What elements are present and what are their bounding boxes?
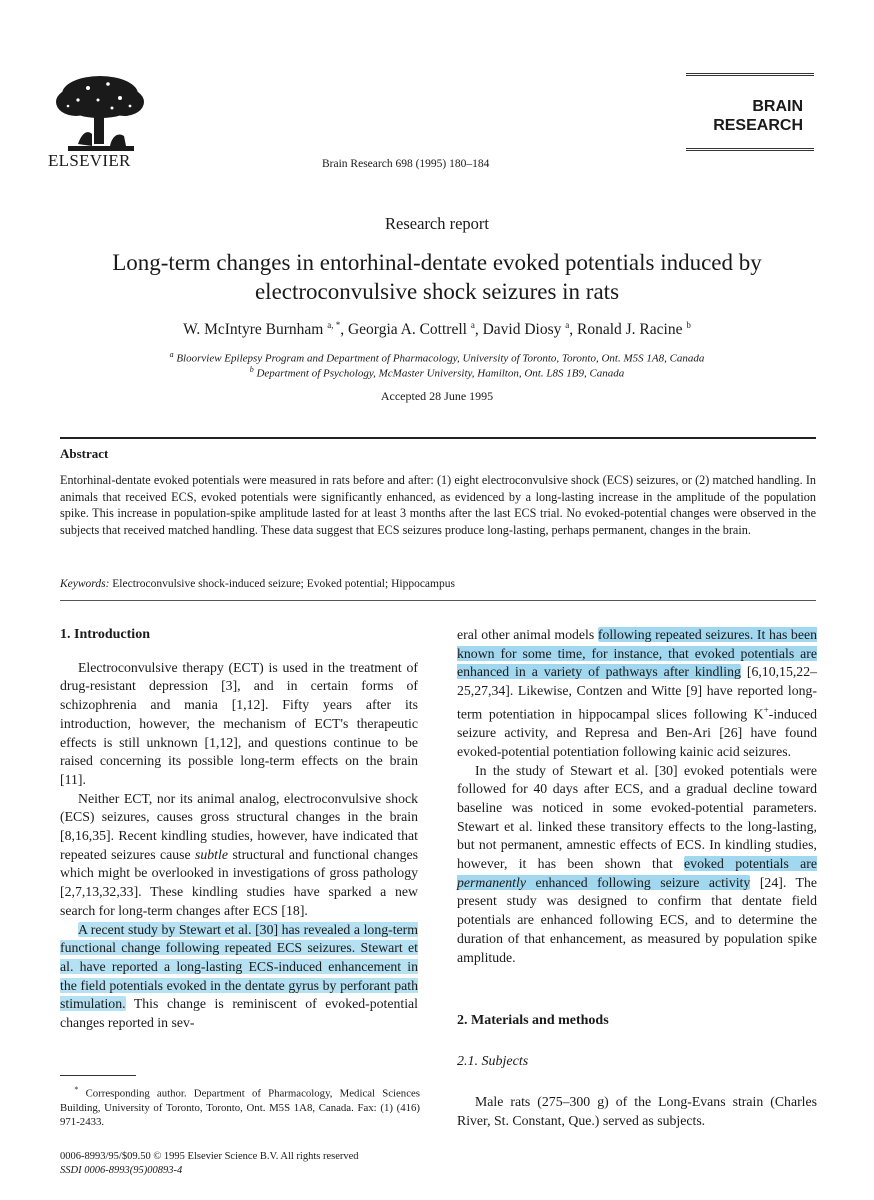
footnote-mark: *	[74, 1085, 79, 1094]
paragraph: Electroconvulsive therapy (ECT) is used in the treatment of drug-resistant depression [3], and in certain forms of schizophrenia and mania [1,12]. Fifty years after its introduction, however, the mechanism of ECT's therapeutic effects is still unknown [1,12], and questions continue to be raised concerning its possible long-term effects on the brain [11].	[60, 659, 418, 787]
copyright-line: 0006-8993/95/$09.50 © 1995 Elsevier Science B.V. All rights reserved	[60, 1151, 359, 1162]
journal-citation: Brain Research 698 (1995) 180–184	[322, 158, 490, 170]
section-heading-methods: 2. Materials and methods	[457, 1013, 609, 1028]
section-heading-introduction: 1. Introduction	[60, 627, 150, 642]
article-type: Research report	[385, 214, 489, 233]
methods-section	[457, 1012, 817, 1131]
subsection-heading-subjects: 2.1. Subjects	[457, 1053, 529, 1069]
right-column	[457, 626, 817, 967]
journal-name-line2: RESEARCH	[713, 117, 803, 134]
paragraph: eral other animal models following repeated seizures. It has been known for some time, for instance, that evoked potentials are enhanced in a variety of pathways after kindling [6,10,15,22–25,27,34]. Likewise, Contzen and Witte [9] have reported long-term potentiation in hippocampal slices following K+-induced seizure activity, and Represa and Ben-Ari [26] have found evoked-potential potentiation following kainic acid seizures.	[457, 627, 817, 759]
ssdi-line: SSDI 0006-8993(95)00893-4	[60, 1165, 183, 1176]
paragraph: A recent study by Stewart et al. [30] has revealed a long-term functional change following repeated ECS seizures. Stewart et al. have reported a long-lasting ECS-induced enhancement in the field potentials evoked in the dentate gyrus by perforant path stimulation. This change is reminiscent of evoked-potential changes reported in sev-	[60, 921, 418, 1031]
author-name: Ronald J. Racine	[577, 321, 683, 339]
abstract-text: Entorhinal-dentate evoked potentials were measured in rats before and after: (1) eight electroconvulsive shock (ECS) seizures, or (2) matched handling. In animals that received ECS, evoked potentials were significantly enhanced, as evidenced by a long-lasting increase in the amplitude of the population spike. This increase in population-spike amplitude lasted for at least 3 months after the last ECS trial. No evoked-potential changes were observed in the subjects that received matched handling. These data suggest that ECS seizures produce long-lasting, perhaps permanent, changes in the brain.	[60, 473, 816, 537]
journal-name	[686, 77, 814, 147]
affiliation-text: Bloorview Epilepsy Program and Department of Pharmacology, University of Toronto, Toronto, Ont. M5S 1A8, Canada	[176, 352, 705, 365]
affiliation-mark: a	[169, 350, 174, 359]
affiliation	[40, 350, 834, 365]
copyright	[60, 1150, 359, 1178]
affiliation-text: Department of Psychology, McMaster University, Hamilton, Ont. L8S 1B9, Canada	[256, 367, 625, 380]
article-title	[60, 248, 814, 306]
author-name: W. McIntyre Burnham	[183, 321, 324, 339]
author-affil-mark: b	[686, 320, 691, 330]
paragraph: Male rats (275–300 g) of the Long-Evans strain (Charles River, St. Constant, Que.) served as subjects.	[457, 1094, 817, 1129]
author-affil-mark: a	[565, 320, 570, 330]
highlighted-text: A recent study by Stewart et al. [30] has revealed a long-term functional change following repeated ECS seizures. Stewart et al. have reported a long-lasting ECS-induced enhancement in the field potentials evoked in the dentate gyrus by perforant path stimulation.	[60, 921, 418, 1012]
keywords-label: Keywords:	[60, 578, 110, 590]
highlighted-text: following repeated seizures. It has been known for some time, for instance, that evoked potentials are enhanced in a variety of pathways after kindling	[457, 627, 817, 680]
journal-name-line1: BRAIN	[752, 98, 803, 115]
paragraph: In the study of Stewart et al. [30] evoked potentials were followed for 40 days after ECS, and a gradual decline toward baseline was noticed in some evoked-potential parameters. Stewart et al. linked these transitory effects to the long-lasting, but not permanent, amnestic effects of ECS. In kindling studies, however, it has been shown that evoked potentials are permanently enhanced following seizure activity [24]. The present study was designed to confirm that dentate field potentials are enhanced following ECS, and to determine the duration of that enhancement, as measured by population spike amplitude.	[457, 762, 817, 965]
title-line-1: Long-term changes in entorhinal-dentate evoked potentials induced by	[112, 250, 762, 275]
author-name: Georgia A. Cottrell	[347, 321, 467, 339]
left-column	[60, 626, 418, 1033]
divider	[60, 437, 816, 439]
abstract-heading: Abstract	[60, 446, 109, 461]
footnote-divider	[60, 1075, 136, 1076]
publisher-name: ELSEVIER	[48, 151, 131, 170]
author-affil-mark: a, *	[327, 320, 341, 330]
title-line-2: electroconvulsive shock seizures in rats	[254, 279, 620, 304]
divider	[60, 600, 816, 601]
author-list: W. McIntyre Burnham $^{a, *}$, Georgia A. Cottrell $^a$, David Diosy $^a$, Ronald J. Racine $^b$	[183, 320, 691, 339]
keywords	[60, 578, 455, 590]
footnote-text: Corresponding author. Department of Pharmacology, Medical Sciences Building, University of Toronto, Toronto, Ont. M5S 1A8, Canada. Fax: (1) (416) 971-2433.	[60, 1087, 420, 1129]
highlighted-text: evoked potentials are permanently enhanced following seizure activity	[457, 856, 817, 890]
elsevier-tree-logo	[48, 72, 153, 152]
affiliation	[40, 365, 834, 380]
footnote	[60, 1083, 420, 1129]
affiliation-mark: b	[249, 365, 254, 374]
keywords-list: Electroconvulsive shock-induced seizure; Evoked potential; Hippocampus	[112, 578, 455, 590]
author-affil-mark: a	[470, 320, 475, 330]
author-name: David Diosy	[482, 321, 562, 339]
accepted-date: Accepted 28 June 1995	[380, 389, 494, 403]
journal-brand	[686, 72, 814, 152]
paragraph: Neither ECT, nor its animal analog, electroconvulsive shock (ECS) seizures, causes gross structural changes in the brain [8,16,35]. Recent kindling studies, however, have indicated that repeated seizures cause subtle structural and functional changes which might be overlooked in investigations of gross pathology [2,7,13,32,33]. These kindling studies have sparked a new search for long-term changes after ECS [18].	[60, 790, 418, 918]
